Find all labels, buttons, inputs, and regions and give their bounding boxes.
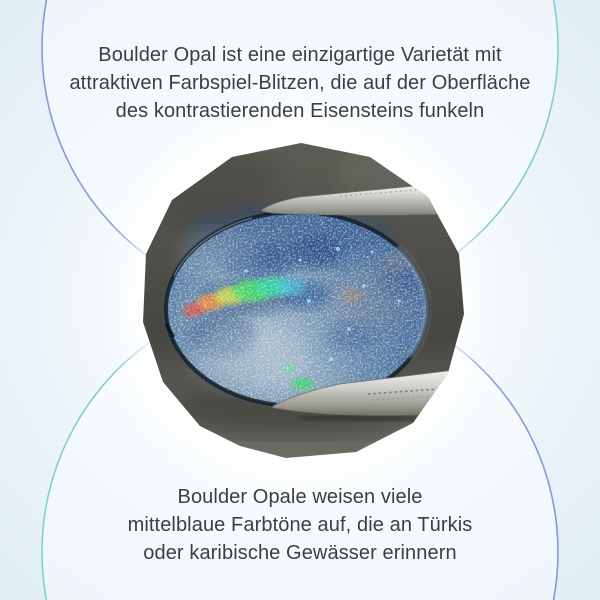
bottom-description [20,483,580,567]
bottom-description-line-1: Boulder Opale weisen viele [177,486,423,508]
top-description [20,41,580,125]
bottom-description-line-2: mittelblaue Farbtöne auf, die an Türkis [127,514,473,536]
top-description-line-3: des kontrastierenden Eisensteins funkeln [115,100,485,122]
top-description-line-1: Boulder Opal ist eine einzigartige Varietät mit [98,44,502,66]
top-description-line-2: attraktiven Farbspiel-Blitzen, die auf der Oberfläche [69,72,531,94]
bottom-description-line-3: oder karibische Gewässer erinnern [143,542,457,564]
